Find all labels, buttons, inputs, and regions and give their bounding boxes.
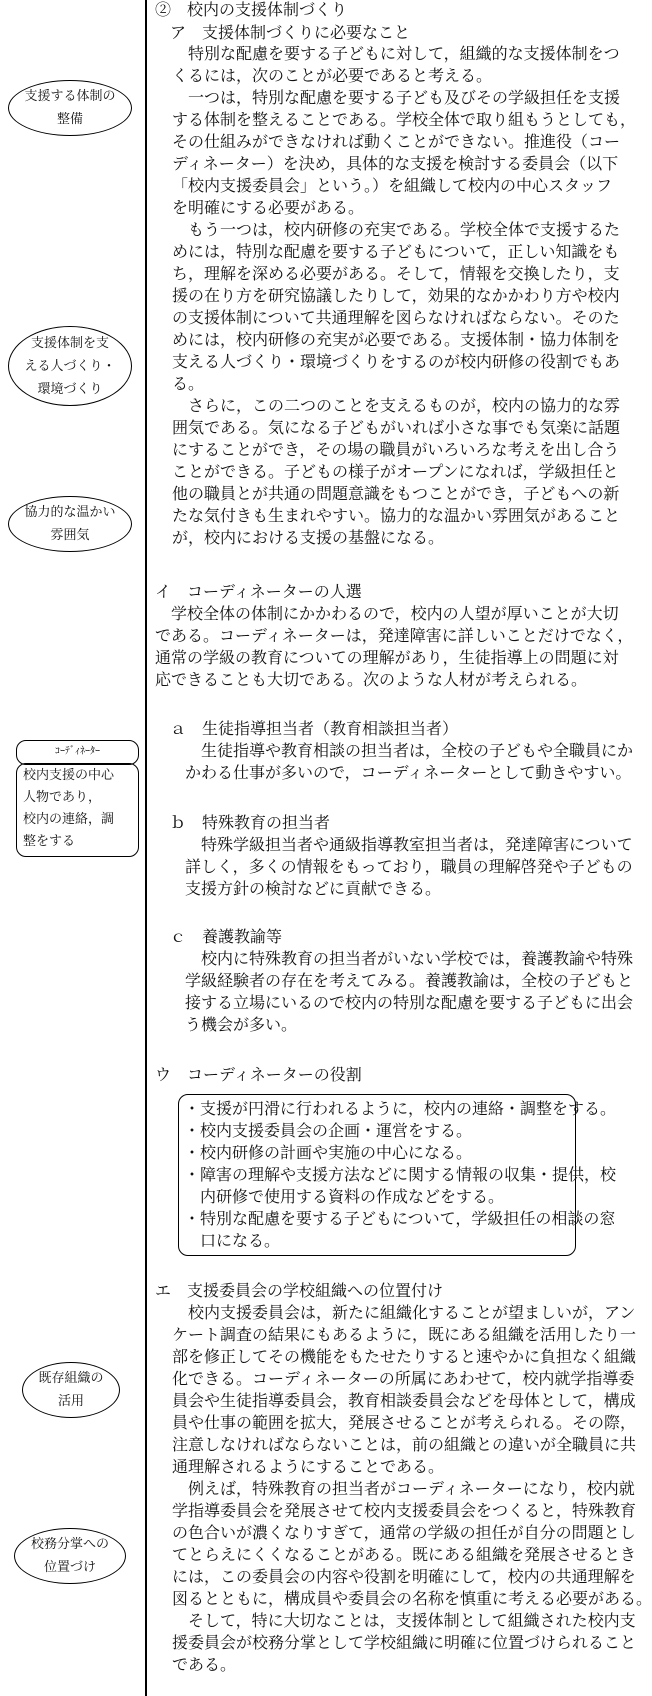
note-line: 校務分掌への — [30, 1537, 109, 1552]
note-existing-organization — [22, 1362, 120, 1418]
note-line: 整備 — [56, 112, 83, 127]
body-line: 生徒指導や教育相談の担当者は，全校の子どもや全職員にか — [185, 741, 634, 760]
role-item: ・校内研修の計画や実施の中心になる。 — [184, 1143, 473, 1162]
coordinator-description — [16, 763, 139, 857]
body-line: たな気付きも生まれやすい。協力的な温かい雰囲気があること — [172, 506, 621, 525]
role-item: 口になる。 — [184, 1231, 281, 1250]
body-line: 援委員会が校務分掌として学校組織に明確に位置づけられること — [172, 1633, 637, 1652]
body-line: その仕組みができなければ動くことができない。推進役（コー — [172, 132, 621, 151]
role-item: ・障害の理解や支援方法などに関する情報の収集・提供，校 — [184, 1165, 617, 1184]
body-line: てとらえにくくなることがある。既にある組織を発展させるとき — [172, 1545, 637, 1564]
item-heading: ｃ 養護教諭等 — [170, 927, 283, 946]
body-line: が，校内における支援の基盤になる。 — [172, 528, 445, 547]
note-line: 協力的な温かい — [24, 505, 116, 520]
body-line: う機会が多い。 — [185, 1015, 298, 1034]
note-duty-assignment — [14, 1528, 126, 1584]
body-line: 校内に特殊教育の担当者がいない学校では，養護教諭や特殊 — [185, 949, 634, 968]
role-item: ・特別な配慮を要する子どもについて，学級担任の相談の窓 — [184, 1209, 616, 1228]
body-line: めには，特別な配慮を要する子どもについて，正しい知識をも — [172, 242, 620, 261]
body-line: 特別な配慮を要する子どもに対して，組織的な支援体制をつ — [172, 44, 620, 63]
subsection-heading: イ コーディネーターの人選 — [155, 582, 362, 601]
subsection-heading: ウ コーディネーターの役割 — [155, 1065, 362, 1084]
note-line: 環境づくり — [37, 381, 103, 397]
body-line: にすることができ，その場の職員がいろいろな考えを出し合う — [172, 440, 620, 459]
body-line: めには，校内研修の充実が必要である。支援体制・協力体制を — [172, 330, 621, 349]
body-line: 特殊学級担当者や通級指導教室担当者は，発達障害について — [185, 835, 633, 854]
desc-line: 校内支援の中心 — [23, 768, 115, 783]
body-line: 部を修正してその機能をもたせたりすると速やかに負担なく組織 — [172, 1347, 637, 1366]
body-line: 囲気である。気になる子どもがいれば小さな事でも気楽に話題 — [172, 418, 621, 437]
body-line: には，この委員会の内容や役割を明確にして，校内の共通理解を — [172, 1567, 636, 1586]
body-line: の支援体制について共通理解を図らなければならない。そのた — [172, 308, 620, 327]
item-heading: ａ 生徒指導担当者（教育相談担当者） — [170, 719, 459, 738]
subsection-heading: ア 支援体制づくりに必要なこと — [170, 23, 411, 42]
body-line: 詳しく，多くの情報をもっており，職員の理解啓発や子どもの — [185, 857, 633, 876]
body-line: 支える人づくり・環境づくりをするのが校内研修の役割でもあ — [172, 352, 621, 371]
body-line: 注意しなければならないことは，前の組織との違いが全職員に共 — [172, 1435, 637, 1454]
body-line: 学校全体の体制にかかわるので，校内の人望が厚いことが大切 — [155, 604, 619, 623]
body-line: 校内支援委員会は，新たに組織化することが望ましいが，アン — [172, 1303, 636, 1322]
item-heading: ｂ 特殊教育の担当者 — [170, 813, 331, 832]
subsection-heading: エ 支援委員会の学校組織への位置付け — [155, 1281, 444, 1300]
role-item: ・支援が円滑に行われるように，校内の連絡・調整をする。 — [184, 1099, 617, 1118]
body-line: ケート調査の結果にもあるように，既にある組織を活用したり一 — [172, 1325, 637, 1344]
body-line: さらに，この二つのことを支えるものが，校内の協力的な雰 — [172, 396, 621, 415]
body-line: 応できることも大切である。次のような人材が考えられる。 — [155, 670, 588, 689]
note-line: 既存組織の — [38, 1371, 104, 1386]
note-people-environment — [8, 326, 132, 406]
body-line: 支援方針の検討などに貢献できる。 — [185, 879, 442, 898]
body-line: 学指導委員会を発展させて校内支援委員会をつくると，特殊教育 — [172, 1501, 637, 1520]
body-line: かわる仕事が多いので，コーディネーターとして動きやすい。 — [185, 763, 632, 782]
role-item: 内研修で使用する資料の作成などをする。 — [184, 1187, 505, 1206]
body-line: の色合いが濃くなりすぎて，通常の学級の担任が自分の問題とし — [172, 1523, 636, 1542]
body-line: ディネーター）を決め，具体的な支援を検討する委員会（以下 — [172, 154, 619, 173]
body-line: 他の職員とが共通の問題意識をもつことができ，子どもへの新 — [172, 484, 620, 503]
note-support-system — [8, 80, 132, 136]
body-line: 一つは，特別な配慮を要する子ども及びその学級担任を支援 — [172, 88, 621, 107]
desc-line: 人物であり， — [23, 790, 102, 805]
body-line: 化できる。コーディネーターの所属にあわせて，校内就学指導委 — [172, 1369, 635, 1388]
note-line: 支援体制を支 — [30, 335, 109, 351]
note-line: 支援する体制の — [24, 89, 116, 104]
note-line: 活用 — [57, 1394, 84, 1409]
desc-line: 整をする — [23, 834, 76, 849]
body-line: る。 — [172, 374, 205, 393]
section-heading: ② 校内の支援体制づくり — [155, 0, 348, 19]
body-line: 員や仕事の範囲を拡大，発展させることが考えられる。その際， — [172, 1413, 637, 1432]
body-line: くるには，次のことが必要であると考える。 — [172, 66, 493, 85]
body-line: 学級経験者の存在を考えてみる。養護教諭は，全校の子どもと — [185, 971, 634, 990]
body-line: を明確にする必要がある。 — [172, 198, 365, 217]
body-line: 通常の学級の教育についての理解があり，生徒指導上の問題に対 — [155, 648, 619, 667]
body-line: 図るとともに，構成員や委員会の名称を慎重に考える必要がある。 — [172, 1589, 652, 1608]
note-line: える人づくり・ — [24, 358, 116, 374]
body-line: 通理解されるようにすることである。 — [172, 1457, 445, 1476]
body-line: である。コーディネーターは，発達障害に詳しいことだけでなく， — [155, 626, 634, 645]
body-line: する体制を整えることである。学校全体で取り組もうとしても， — [172, 110, 637, 129]
body-line: そして，特に大切なことは，支援体制として組織された校内支 — [172, 1611, 636, 1630]
note-cooperative-atmosphere — [8, 496, 132, 552]
body-line: 援の在り方を研究協議したりして，効果的なかかわり方や校内 — [172, 286, 620, 305]
body-line: ことができる。子どもの様子がオープンになれば，学級担任と — [172, 462, 619, 481]
desc-line: 校内の連絡，調 — [23, 812, 115, 827]
margin-rule — [145, 0, 147, 1696]
note-line: 位置づけ — [43, 1560, 96, 1575]
body-line: 「校内支援委員会」という。）を組織して校内の中心スタッフ — [172, 176, 613, 195]
coordinator-title: ｺｰﾃﾞｨﾈｰﾀｰ — [16, 740, 139, 765]
body-line: ち，理解を深める必要がある。そして，情報を交換したり，支 — [172, 264, 620, 283]
note-line: 雰囲気 — [50, 528, 90, 543]
body-line: もう一つは，校内研修の充実である。学校全体で支援するた — [172, 220, 621, 239]
body-line: である。 — [172, 1655, 237, 1674]
body-line: 員会や生徒指導委員会，教育相談委員会などを母体として，構成 — [172, 1391, 636, 1410]
body-line: 接する立場にいるので校内の特別な配慮を要する子どもに出会 — [185, 993, 634, 1012]
body-line: 例えば，特殊教育の担当者がコーディネーターになり，校内就 — [172, 1479, 635, 1498]
role-item: ・校内支援委員会の企画・運営をする。 — [184, 1121, 473, 1140]
